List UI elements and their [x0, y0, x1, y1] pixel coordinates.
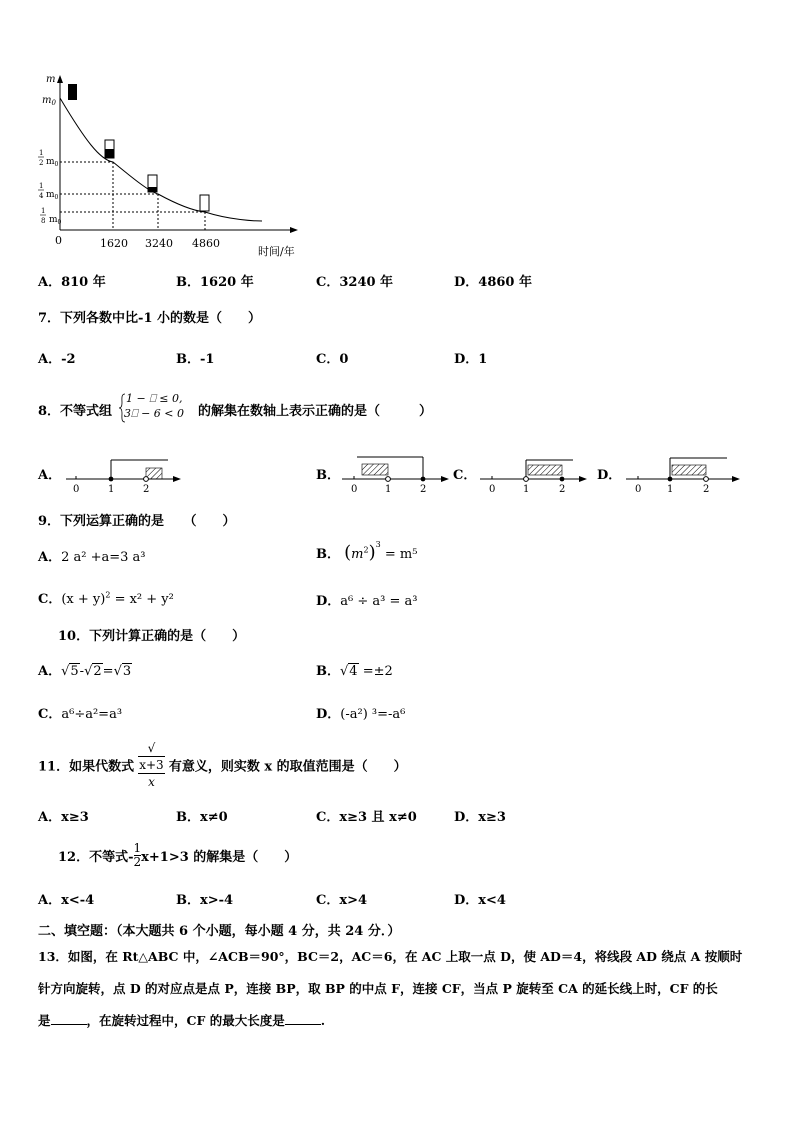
q9-option-c[interactable]: C．$(x + y)^2 = x^2 + y^2$ [38, 590, 174, 607]
q9-stem: 9．下列运算正确的是 （ ） [38, 514, 236, 529]
q13-blank-2[interactable] [285, 1012, 321, 1025]
q6-option-c[interactable]: C．3240 年 [316, 275, 394, 290]
q7-stem: 7．下列各数中比-1 小的数是（ ） [38, 311, 262, 326]
half-m: $m_0$ [46, 157, 59, 168]
container-quarter-fill [148, 187, 157, 192]
half-den: 2 [39, 159, 44, 167]
q6-option-a[interactable]: A．810 年 [38, 275, 106, 290]
x-axis-label: 时间/年 [258, 245, 295, 258]
q11-option-c[interactable]: C．x≥3 且 x≠0 [316, 810, 417, 825]
q8-numline-b[interactable] [340, 452, 452, 494]
container-eighth-outline [200, 195, 209, 211]
section-2-title: 二、填空题：（本大题共 6 个小题，每小题 4 分，共 24 分．） [38, 924, 401, 939]
x-tick-1620: 1620 [100, 237, 128, 250]
x-tick-4860: 4860 [192, 237, 220, 250]
q8-ineq-1: 1 − ⎕ ≤ 0, [126, 392, 183, 405]
svg-text:2: 2 [559, 484, 566, 494]
svg-text:2: 2 [703, 484, 710, 494]
q12-fraction: $\frac{1}{2}$ [133, 841, 142, 869]
q10-stem: 10．下列计算正确的是（ ） [58, 629, 246, 644]
q8-numline-a[interactable] [64, 452, 184, 494]
q7-option-c[interactable]: C．0 [316, 352, 349, 367]
svg-text:0: 0 [489, 484, 496, 494]
y-axis-label: m [46, 74, 56, 85]
q8-numline-d[interactable] [624, 452, 744, 494]
svg-text:2: 2 [420, 484, 427, 494]
q8-label-c[interactable]: C． [453, 468, 477, 483]
q13-line-3: 是 ，在旋转过程中，CF 的最大长度是 . [38, 1013, 326, 1028]
origin-label: 0 [55, 234, 62, 247]
q9-option-d[interactable]: D．a⁶ ÷ a³ = a³ [316, 594, 418, 609]
q11-fraction: √ x+3 x [139, 741, 164, 789]
q12-option-b[interactable]: B．x>-4 [176, 893, 234, 908]
q8-numline-c[interactable] [478, 452, 590, 494]
x-axis-arrow [290, 227, 298, 233]
eighth-den: 8 [41, 217, 46, 225]
svg-text:1: 1 [523, 484, 530, 494]
q7-option-b[interactable]: B．-1 [176, 352, 215, 367]
svg-text:0: 0 [73, 484, 80, 494]
q6-option-d[interactable]: D．4860 年 [454, 275, 532, 290]
q10-option-b[interactable]: B．√4 =±2 [316, 664, 393, 679]
q8-label-a[interactable]: A． [38, 468, 62, 483]
q12-option-a[interactable]: A．x<-4 [38, 893, 95, 908]
m0-label: $m_0$ [42, 95, 56, 107]
container-half-fill [105, 149, 114, 158]
x-tick-3240: 3240 [145, 237, 173, 250]
q9-option-a[interactable]: A．2 a² +a=3 a³ [38, 550, 146, 565]
q11-option-a[interactable]: A．x≥3 [38, 810, 89, 825]
eighth-m: $m_0$ [49, 215, 62, 226]
q8-stem-suffix: 的解集在数轴上表示正确的是（ ） [198, 404, 433, 419]
q10-option-d[interactable]: D．(-a²) ³=-a⁶ [316, 707, 406, 722]
q7-option-d[interactable]: D．1 [454, 352, 488, 367]
q12-option-d[interactable]: D．x<4 [454, 893, 506, 908]
q8-label-d[interactable]: D． [597, 468, 622, 483]
eighth-num: 1 [41, 207, 46, 215]
q12-option-c[interactable]: C．x>4 [316, 893, 368, 908]
y-axis-arrow [57, 75, 63, 83]
quarter-den: 4 [39, 192, 44, 200]
q10-option-c[interactable]: C．a⁶÷a²=a³ [38, 707, 123, 722]
svg-text:2: 2 [143, 484, 150, 494]
q11-option-d[interactable]: D．x≥3 [454, 810, 506, 825]
q11-option-b[interactable]: B．x≠0 [176, 810, 228, 825]
q13-line-1: 13．如图，在 Rt△ABC 中，∠ACB＝90°，BC＝2，AC＝6，在 AC 上取一点 D，使 AD＝4，将线段 AD 绕点 A 按顺时 [38, 949, 743, 964]
svg-text:1: 1 [667, 484, 674, 494]
svg-text:1: 1 [385, 484, 392, 494]
q11-stem: 11．如果代数式 √ x+3 x 有意义，则实数 x 的取值范围是（ ） [38, 741, 407, 789]
decay-curve [60, 98, 262, 221]
svg-text:0: 0 [351, 484, 358, 494]
q12-stem: 12．不等式- $\frac{1}{2}$ x+1>3 的解集是（ ） [58, 841, 298, 869]
svg-text:0: 0 [635, 484, 642, 494]
container-full [68, 84, 77, 100]
half-num: 1 [39, 149, 44, 157]
q13-line-2: 针方向旋转，点 D 的对应点是点 P，连接 BP，取 BP 的中点 F，连接 CF，当点 P 旋转至 CA 的延长线上时，CF 的长 [38, 981, 718, 996]
q10-option-a[interactable]: A．√5-√2=√3 [38, 664, 132, 679]
q9-option-b[interactable]: B． $(m^2)^3 = m^5$ [316, 539, 418, 563]
decay-graph [30, 70, 320, 265]
q13-blank-1[interactable] [51, 1012, 87, 1025]
quarter-m: $m_0$ [46, 190, 59, 201]
svg-text:1: 1 [108, 484, 115, 494]
q8-label-b[interactable]: B． [316, 468, 340, 483]
q8-stem-prefix: 8．不等式组 [38, 404, 113, 419]
quarter-num: 1 [39, 182, 44, 190]
q7-option-a[interactable]: A．-2 [38, 352, 76, 367]
q6-option-b[interactable]: B．1620 年 [176, 275, 254, 290]
q8-ineq-2: 3⎕ − 6 < 0 [124, 407, 185, 420]
